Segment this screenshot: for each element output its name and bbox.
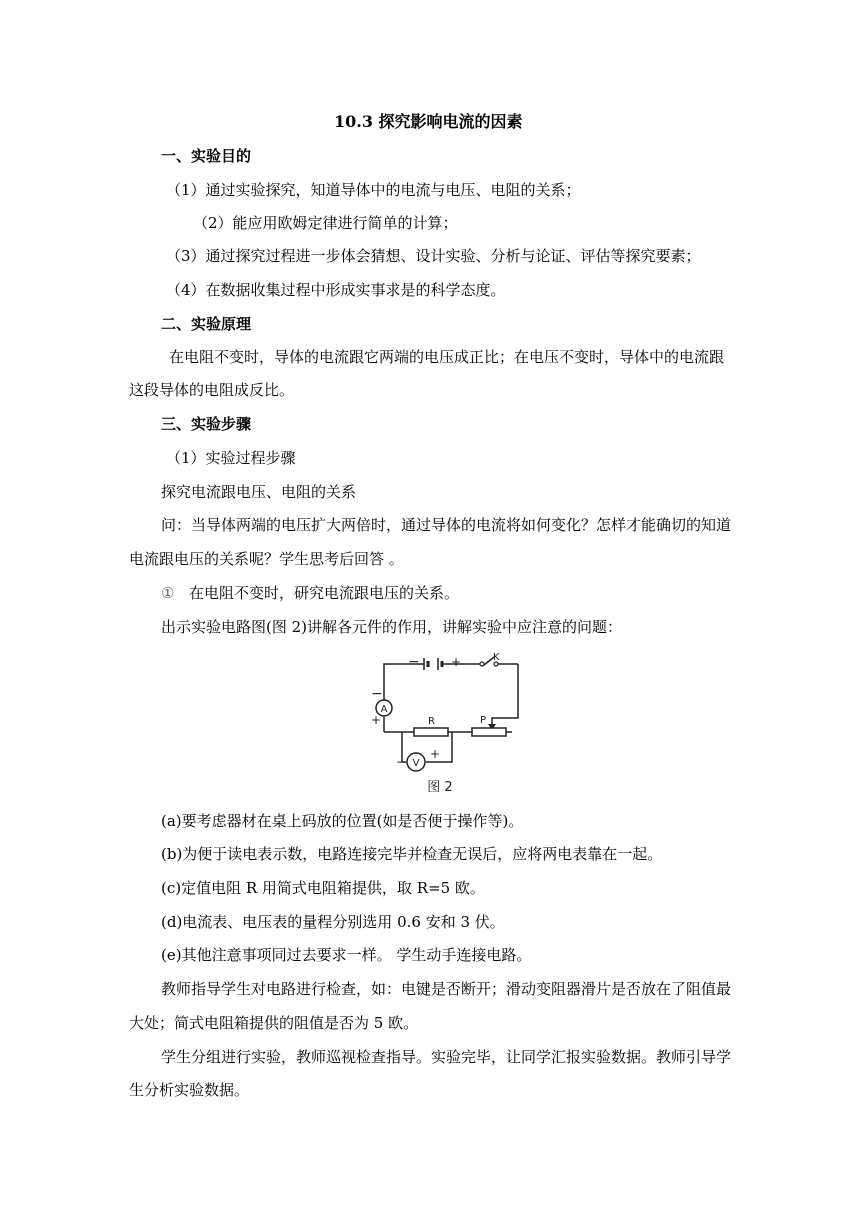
paragraph2-line-1: 学生分组进行实验，教师巡视检查指导。实验完毕，让同学汇报实验数据。教师引导学 [161,1048,732,1066]
switch-label: K [493,652,500,663]
note-d: (d)电流表、电压表的量程分别选用 0.6 安和 3 伏。 [161,913,505,931]
battery-minus-label: − [408,654,420,670]
note-c: (c)定值电阻 R 用简式电阻箱提供，取 R=5 欧。 [161,879,485,897]
voltmeter-minus-label: − [396,755,407,769]
purpose-item-1: （1）通过实验探究，知道导体中的电流与电压、电阻的关系； [166,181,581,199]
section-heading-purpose: 一、实验目的 [161,147,252,165]
rheostat [472,728,506,736]
show-circuit-text: 出示实验电路图(图 2)讲解各元件的作用，讲解实验中应注意的问题： [161,618,623,636]
ammeter-label: A [380,704,388,715]
resistor-label: R [428,716,435,727]
page-title: 10.3 探究影响电流的因素 [334,112,523,131]
note-a: (a)要考虑器材在桌上码放的位置(如是否便于操作等)。 [161,812,524,830]
section-heading-principle: 二、实验原理 [161,315,252,333]
step1-text: 在电阻不变时，研究电流跟电压的关系。 [189,584,460,602]
paragraph1-line-2: 大处；简式电阻箱提供的阻值是否为 5 欧。 [129,1014,419,1032]
ammeter-minus-label: − [371,686,383,702]
purpose-item-4: （4）在数据收集过程中形成实事求是的科学态度。 [166,281,506,299]
figure-caption: 图 2 [427,780,453,795]
ammeter-plus-label: + [371,713,382,727]
question-line-2: 电流跟电压的关系呢？学生思考后回答 。 [129,550,404,568]
principle-line-2: 这段导体的电阻成反比。 [129,381,295,399]
question-line-1: 问：当导体两端的电压扩大两倍时，通过导体的电流将如何变化？怎样才能确切的知道 [161,516,732,534]
section-heading-steps: 三、实验步骤 [161,415,252,433]
steps-subheading: （1）实验过程步骤 [166,449,296,467]
step-marker: ① [161,584,175,602]
note-b: (b)为便于读电表示数，电路连接完毕并检查无误后，应将两电表靠在一起。 [161,845,663,863]
battery-plus-label: + [451,655,462,669]
voltmeter-plus-label: + [430,747,441,761]
purpose-item-3: （3）通过探究过程进一步体会猜想、设计实验、分析与论证、评估等探究要素； [166,247,701,265]
paragraph1-line-1: 教师指导学生对电路进行检查，如：电键是否断开；滑动变阻器滑片是否放在了阻值最 [161,980,732,998]
circuit-diagram [366,650,522,796]
resistor-r [414,728,448,736]
purpose-item-2: （2）能应用欧姆定律进行简单的计算； [193,214,458,232]
voltmeter-label: V [412,758,420,769]
slider-label: P [480,715,487,726]
paragraph2-line-2: 生分析实验数据。 [129,1081,250,1099]
principle-line-1: 在电阻不变时，导体的电流跟它两端的电压成正比；在电压不变时，导体中的电流跟 [169,348,725,366]
steps-topic: 探究电流跟电压、电阻的关系 [161,483,357,501]
note-e: (e)其他注意事项同过去要求一样。 学生动手连接电路。 [161,946,532,964]
